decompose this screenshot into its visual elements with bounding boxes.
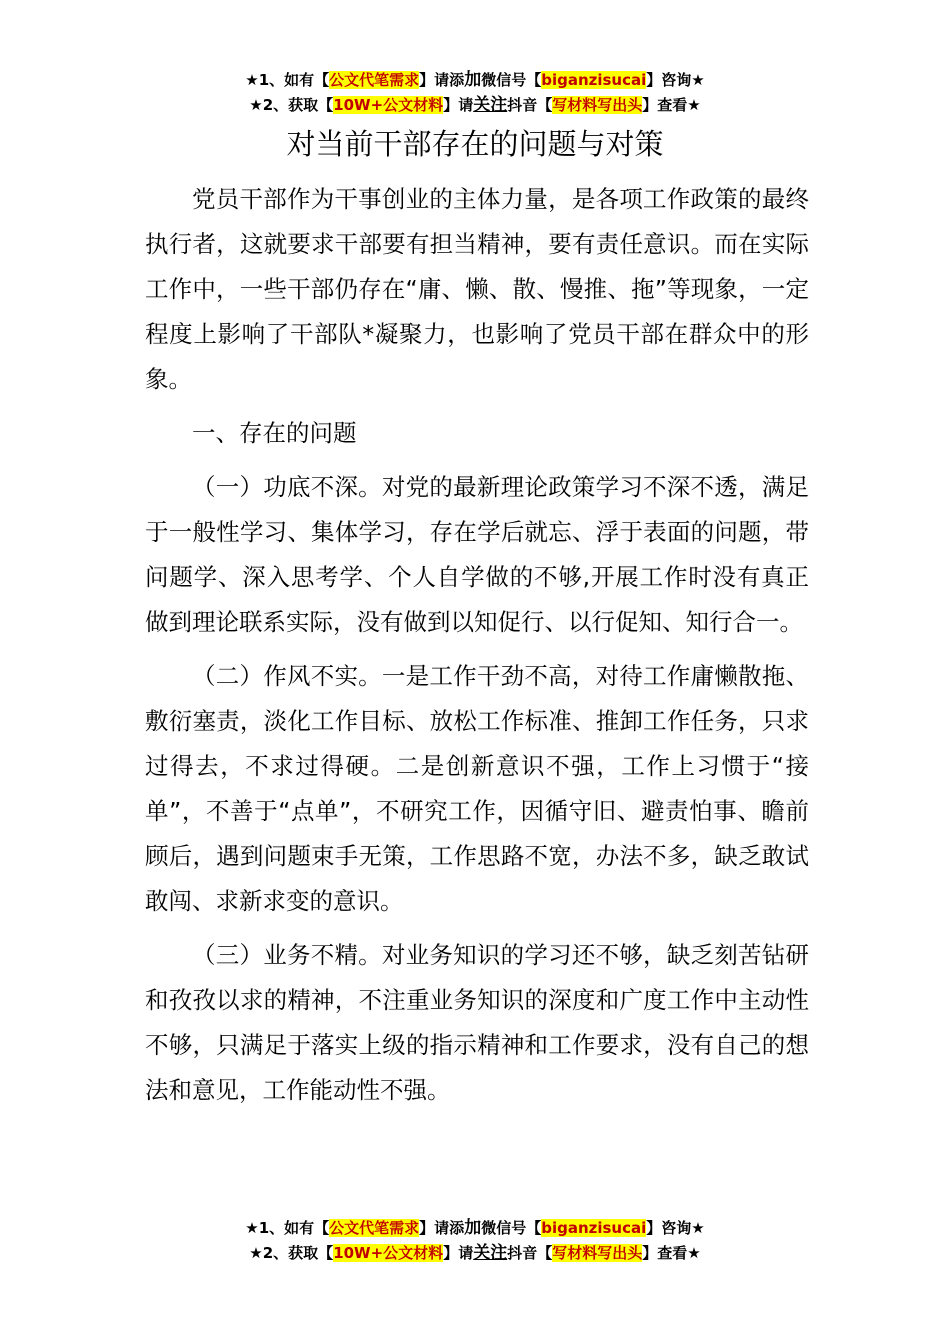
ad-text: 】请 [443, 96, 474, 114]
ad-text: 微信号【 [481, 1219, 542, 1237]
ad-highlight-wechat-id: biganzisucai [541, 1219, 647, 1237]
header-ad-banner [0, 68, 950, 118]
ad-text-emphasis: 加 [464, 70, 482, 90]
footer-ad-banner [0, 1216, 950, 1266]
ad-highlight-materials: 10W+公文材料 [333, 96, 444, 114]
ad-text: ★2、获取【 [249, 1244, 334, 1262]
ad-text: 抖音【 [507, 96, 553, 114]
ad-text: 微信号【 [481, 71, 542, 89]
problem-item-2: （二）作风不实。一是工作干劲不高，对待工作庸懒散拖、敷衍塞责，淡化工作目标、放松工作标准、推卸工作任务，只求过得去，不求过得硬。二是创新意识不强，工作上习惯于“接单”，不善于“点单”，不研究工作，因循守旧、避责怕事、瞻前顾后，遇到问题束手无策，工作思路不宽，办法不多，缺乏敢试敢闯、求新求变的意识。 [145, 662, 809, 915]
ad-text: ★1、如有【 [245, 71, 330, 89]
ad-text-emphasis: 加 [464, 1218, 482, 1238]
section-heading-problems: 一、存在的问题 [192, 419, 357, 447]
ad-highlight-wechat-id: biganzisucai [541, 71, 647, 89]
ad-line-2 [0, 93, 950, 118]
ad-text: 】请 [443, 1244, 474, 1262]
ad-highlight-service: 公文代笔需求 [329, 71, 420, 89]
ad-text: ★1、如有【 [245, 1219, 330, 1237]
document-body [145, 177, 809, 1122]
ad-highlight-douyin: 写材料写出头 [552, 1244, 643, 1262]
ad-highlight-service: 公文代笔需求 [329, 1219, 420, 1237]
ad-line-2 [0, 1241, 950, 1266]
intro-paragraph: 党员干部作为干事创业的主体力量，是各项工作政策的最终执行者，这就要求干部要有担当精神，要有责任意识。而在实际工作中，一些干部仍存在“庸、懒、散、慢推、拖”等现象，一定程度上影响了干部队*凝聚力，也影响了党员干部在群众中的形象。 [145, 185, 809, 393]
problem-item-3: （三）业务不精。对业务知识的学习还不够，缺乏刻苦钻研和孜孜以求的精神，不注重业务知识的深度和广度工作中主动性不够，只满足于落实上级的指示精神和工作要求，没有自己的想法和意见，工作能动性不强。 [145, 941, 809, 1104]
ad-text: 】咨询★ [646, 71, 705, 89]
ad-text-underlined: 关注 [473, 1243, 508, 1263]
document-title: 对当前干部存在的问题与对策 [286, 127, 664, 161]
problem-item-1: （一）功底不深。对党的最新理论政策学习不深不透，满足于一般性学习、集体学习，存在学后就忘、浮于表面的问题，带问题学、深入思考学、个人自学做的不够,开展工作时没有真正做到理论联系实际，没有做到以知促行、以行促知、知行合一。 [145, 473, 809, 636]
ad-text: 】请添 [419, 1219, 465, 1237]
ad-highlight-materials: 10W+公文材料 [333, 1244, 444, 1262]
ad-text: 】咨询★ [646, 1219, 705, 1237]
ad-text: 抖音【 [507, 1244, 553, 1262]
ad-text: ★2、获取【 [249, 96, 334, 114]
ad-line-1 [0, 68, 950, 93]
ad-text: 】查看★ [642, 1244, 701, 1262]
ad-highlight-douyin: 写材料写出头 [552, 96, 643, 114]
ad-line-1 [0, 1216, 950, 1241]
ad-text: 】请添 [419, 71, 465, 89]
ad-text: 】查看★ [642, 96, 701, 114]
ad-text-underlined: 关注 [473, 95, 508, 115]
